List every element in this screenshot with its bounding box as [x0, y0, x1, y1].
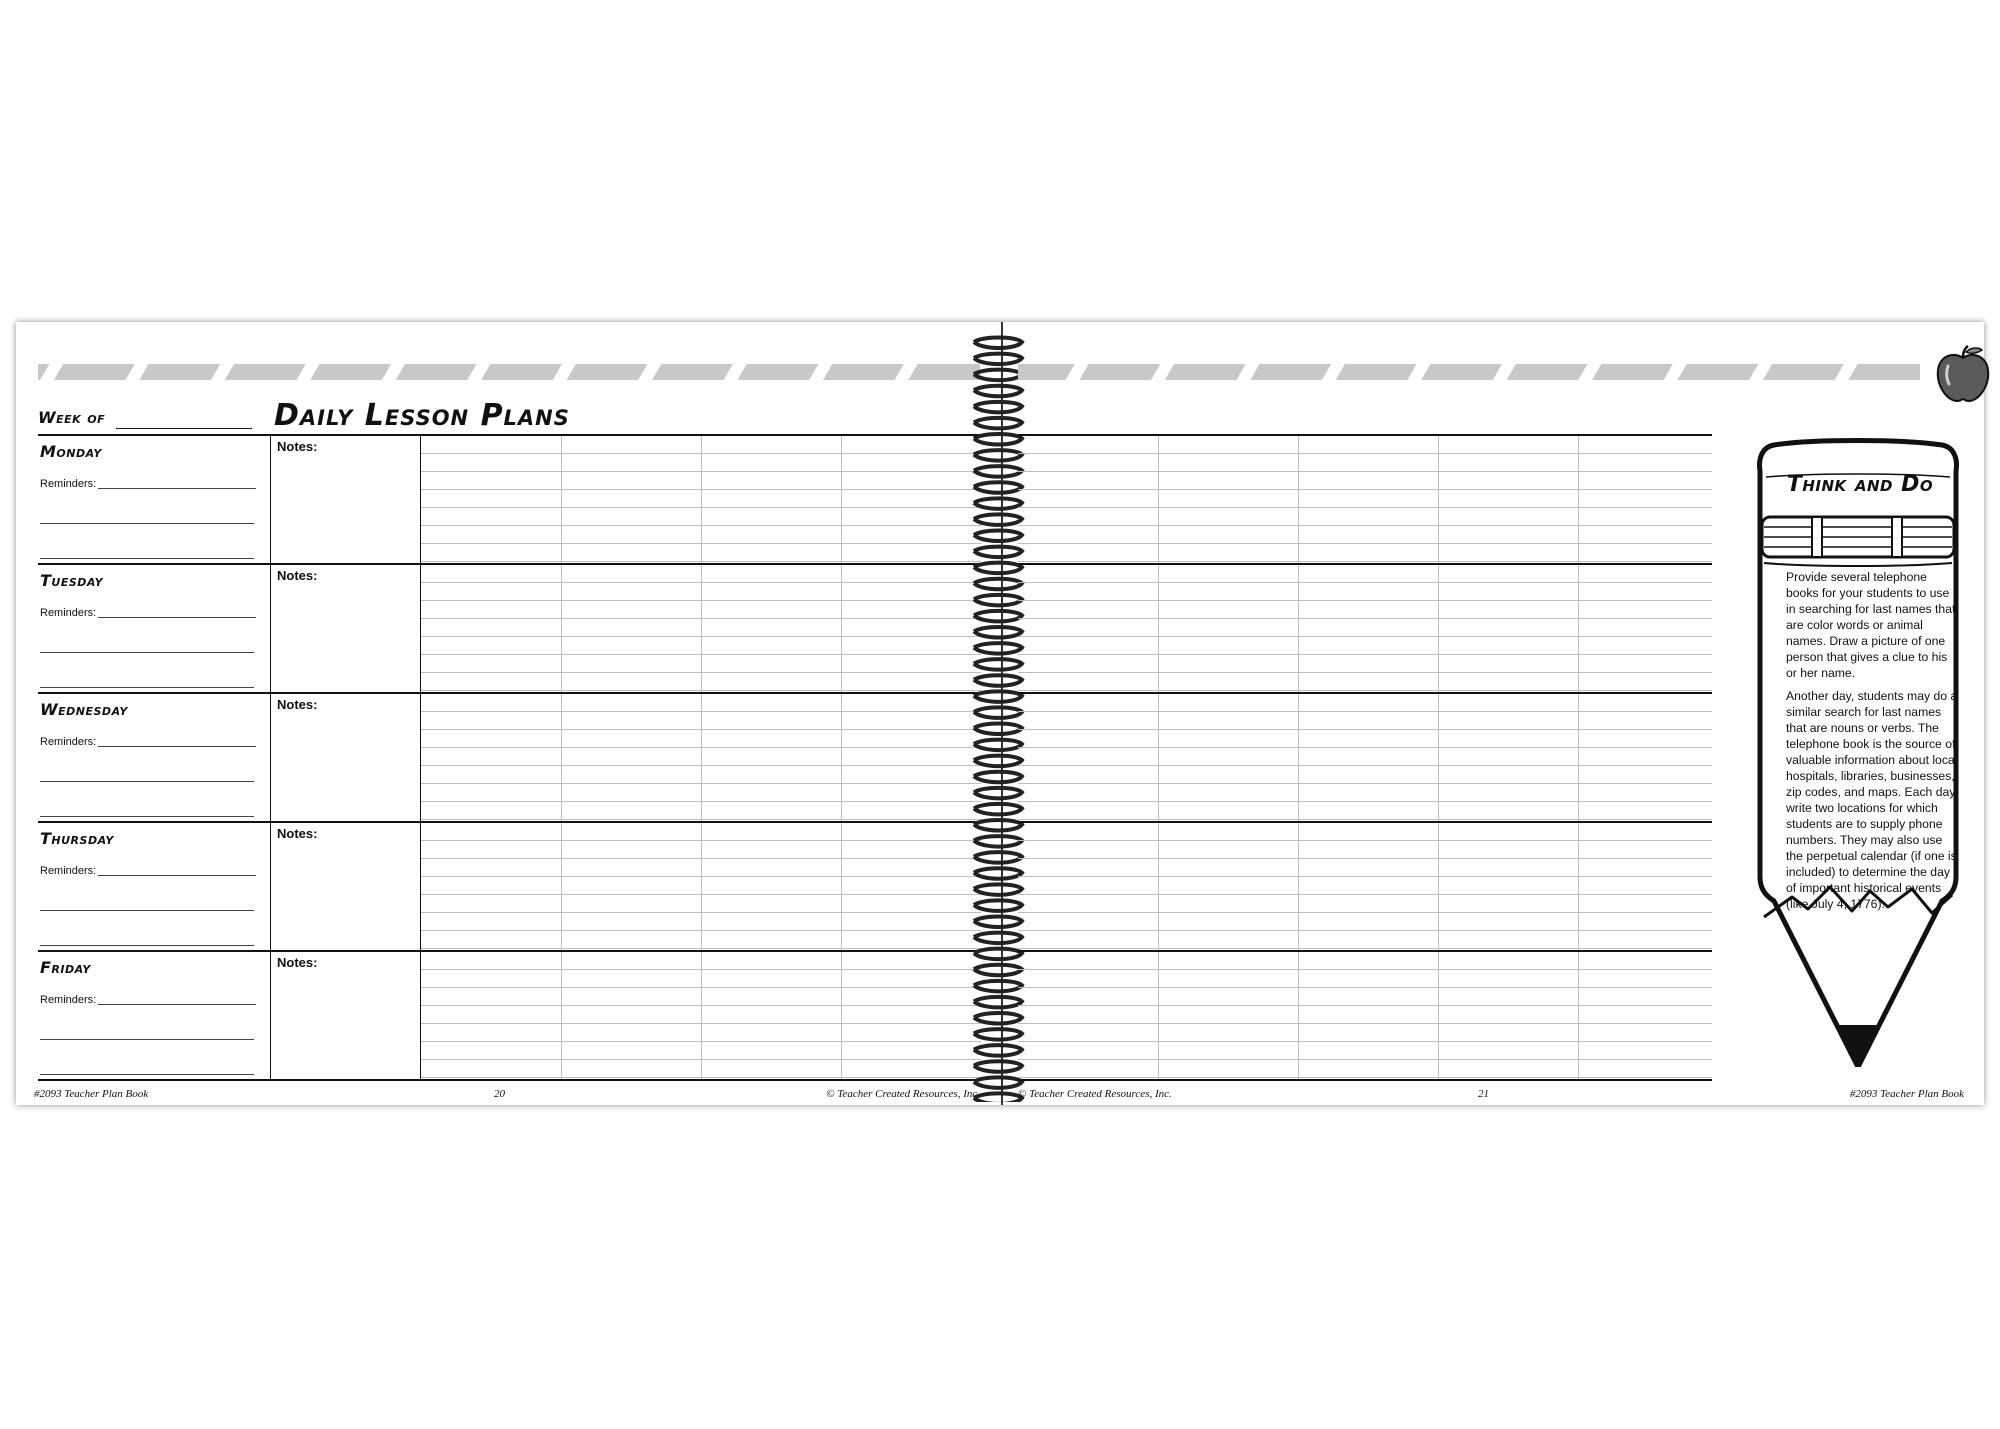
lesson-lines[interactable]: [1018, 436, 1712, 563]
footer-page-number: 20: [494, 1088, 505, 1100]
reminders-label: Reminders:: [40, 607, 97, 619]
week-of-label: Week of: [38, 408, 106, 427]
continuation-grid: [1018, 434, 1712, 1082]
reminder-line[interactable]: [40, 687, 254, 688]
period-divider: [841, 823, 842, 950]
period-divider: [561, 952, 562, 1079]
lesson-lines[interactable]: [420, 952, 981, 1079]
lesson-lines[interactable]: [420, 436, 981, 563]
period-divider: [561, 694, 562, 821]
sidebar-paragraph: Provide several telephone books for your students to use in searching for last names that are color words or animal names. Draw a picture of one person that gives a clue to his or her name.: [1786, 570, 1956, 680]
reminder-line[interactable]: [40, 910, 254, 911]
day-name: Tuesday: [40, 571, 104, 590]
day-name: Wednesday: [40, 700, 128, 719]
reminder-line[interactable]: [40, 781, 254, 782]
page-header: [38, 384, 980, 440]
reminders-label: Reminders:: [40, 865, 97, 877]
period-divider: [561, 436, 562, 563]
period-divider: [1438, 565, 1439, 692]
lesson-lines[interactable]: [1018, 694, 1712, 821]
notes-label: Notes:: [277, 826, 318, 841]
period-divider: [841, 436, 842, 563]
reminder-line[interactable]: [40, 523, 254, 524]
period-divider: [1158, 436, 1159, 563]
period-divider: [841, 694, 842, 821]
footer-book-title: #2093 Teacher Plan Book: [34, 1088, 149, 1100]
period-divider: [1578, 565, 1579, 692]
day-grid: [38, 434, 980, 1082]
notes-box[interactable]: [270, 565, 421, 692]
reminder-line[interactable]: [40, 1039, 254, 1040]
day-row: [1018, 821, 1712, 950]
reminder-line[interactable]: [98, 746, 256, 747]
footer-book-title: #2093 Teacher Plan Book: [1849, 1088, 1964, 1100]
period-divider: [1438, 823, 1439, 950]
period-divider: [561, 565, 562, 692]
lesson-lines[interactable]: [420, 823, 981, 950]
planner-spread: [16, 322, 1984, 1105]
sidebar-text: [1786, 569, 1960, 919]
period-divider: [701, 823, 702, 950]
period-divider: [1578, 694, 1579, 821]
day-row: [1018, 692, 1712, 821]
lesson-lines[interactable]: [1018, 823, 1712, 950]
lesson-lines[interactable]: [420, 694, 981, 821]
reminder-line[interactable]: [40, 558, 254, 559]
period-divider: [1158, 823, 1159, 950]
reminder-line[interactable]: [98, 875, 256, 876]
period-divider: [1578, 823, 1579, 950]
reminder-line[interactable]: [40, 1074, 254, 1075]
left-page: [16, 322, 1000, 1105]
period-divider: [1158, 694, 1159, 821]
day-name: Friday: [40, 958, 91, 977]
notes-box[interactable]: [270, 823, 421, 950]
period-divider: [1578, 952, 1579, 1079]
period-divider: [701, 565, 702, 692]
period-divider: [1298, 694, 1299, 821]
period-divider: [1298, 436, 1299, 563]
reminder-line[interactable]: [98, 488, 256, 489]
grid-bottom-rule: [1018, 1079, 1712, 1081]
notes-label: Notes:: [277, 955, 318, 970]
day-row: [38, 950, 980, 1079]
footer-copyright: © Teacher Created Resources, Inc.: [1018, 1088, 1172, 1100]
period-divider: [1158, 565, 1159, 692]
footer-copyright: © Teacher Created Resources, Inc.: [826, 1088, 980, 1100]
decorative-stripe: [38, 364, 980, 380]
day-row: [1018, 434, 1712, 563]
period-divider: [841, 565, 842, 692]
grid-bottom-rule: [38, 1079, 980, 1081]
reminder-line[interactable]: [98, 1004, 256, 1005]
day-row: [1018, 950, 1712, 1079]
page-title: Daily Lesson Plans: [274, 398, 570, 433]
lesson-lines[interactable]: [420, 565, 981, 692]
day-row: [38, 692, 980, 821]
week-of-field[interactable]: [116, 428, 252, 429]
notes-box[interactable]: [270, 436, 421, 563]
reminder-line[interactable]: [40, 945, 254, 946]
apple-icon: [1934, 344, 1992, 406]
day-row: [38, 821, 980, 950]
notes-label: Notes:: [277, 568, 318, 583]
period-divider: [1438, 436, 1439, 563]
notes-label: Notes:: [277, 439, 318, 454]
period-divider: [841, 952, 842, 1079]
reminders-label: Reminders:: [40, 478, 97, 490]
sidebar-paragraph: Another day, students may do a similar search for last names that are nouns or verbs. The telephone book is the source of valuable information about local hospitals, libraries, businesses, zip codes, and maps. Each day write two locations for which students are to supply phone numbers. They may also use the perpetual calendar (if one is included) to determine the day of important historical events (like July 4, 1776).: [1786, 689, 1958, 911]
period-divider: [701, 952, 702, 1079]
day-row: [38, 563, 980, 692]
day-name: Monday: [40, 442, 102, 461]
period-divider: [1298, 565, 1299, 692]
footer-page-number: 21: [1478, 1088, 1489, 1100]
day-row: [38, 434, 980, 563]
reminder-line[interactable]: [98, 617, 256, 618]
day-name: Thursday: [40, 829, 114, 848]
notes-label: Notes:: [277, 697, 318, 712]
notes-box[interactable]: [270, 952, 421, 1079]
day-row: [1018, 563, 1712, 692]
period-divider: [561, 823, 562, 950]
period-divider: [1438, 952, 1439, 1079]
period-divider: [1298, 952, 1299, 1079]
reminders-label: Reminders:: [40, 736, 97, 748]
reminders-label: Reminders:: [40, 994, 97, 1006]
period-divider: [1578, 436, 1579, 563]
period-divider: [1158, 952, 1159, 1079]
reminder-line[interactable]: [40, 816, 254, 817]
lesson-lines[interactable]: [1018, 565, 1712, 692]
period-divider: [1438, 694, 1439, 821]
decorative-stripe: [1018, 364, 1920, 380]
lesson-lines[interactable]: [1018, 952, 1712, 1079]
period-divider: [701, 436, 702, 563]
sidebar-title: Think and Do: [1786, 472, 1934, 497]
period-divider: [701, 694, 702, 821]
reminder-line[interactable]: [40, 652, 254, 653]
notes-box[interactable]: [270, 694, 421, 821]
period-divider: [1298, 823, 1299, 950]
